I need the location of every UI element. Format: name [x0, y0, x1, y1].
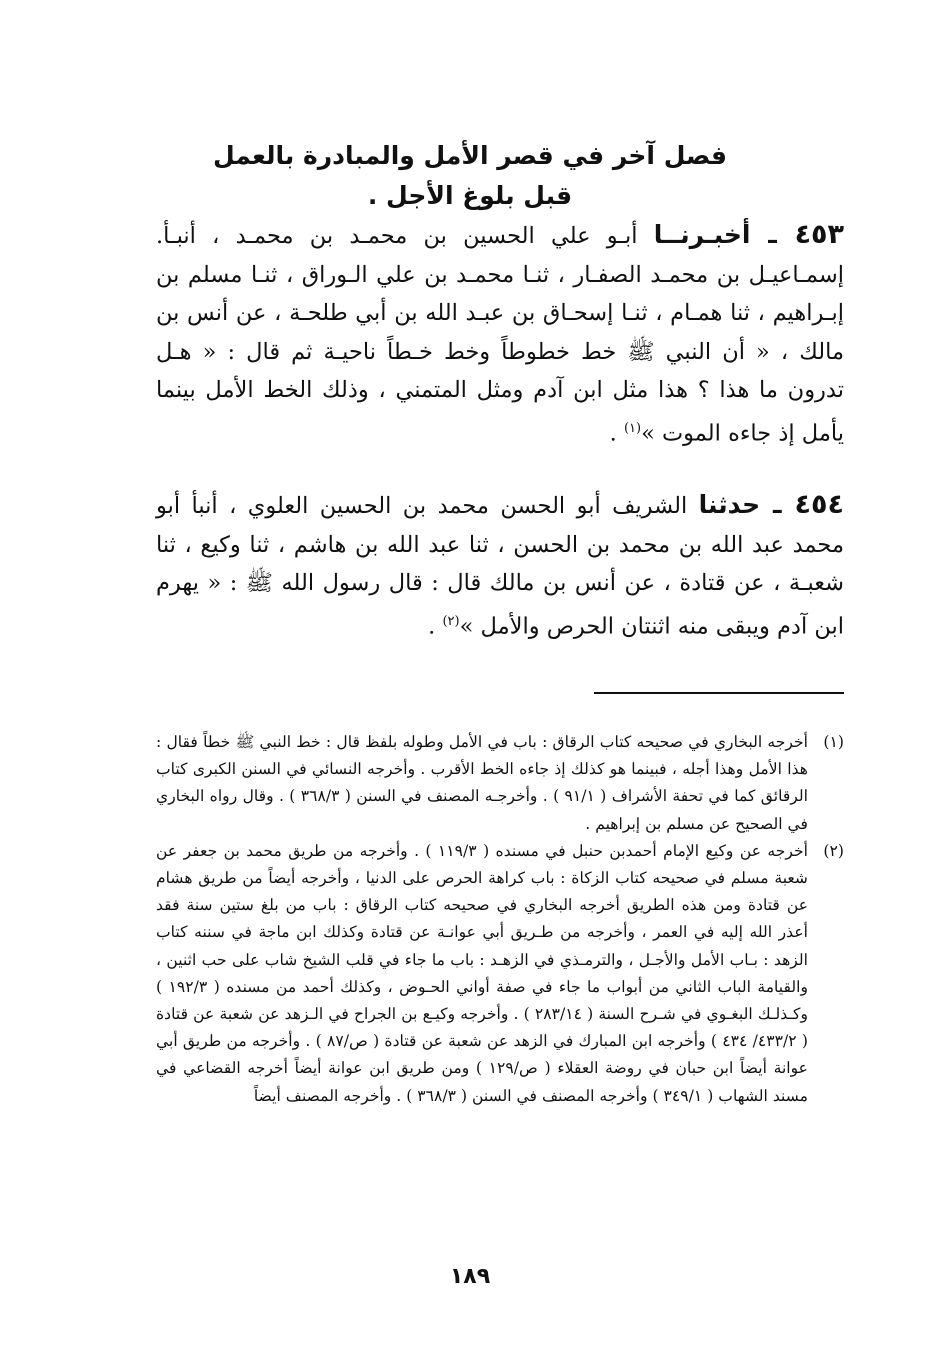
- narration-keyword: أخبـرنــا: [653, 220, 751, 249]
- hadith-454: [156, 486, 844, 646]
- hadith-number: ٤٥٤: [794, 489, 844, 520]
- hadith-dash: ـ: [750, 220, 795, 249]
- footnote-text: أخرجه البخاري في صحيحه كتاب الرقاق : باب في الأمل وطوله بلفظ قال : خط النبي ﷺ خطاً فقال : هذا الأمل وهذا أجله ، فبينما هو كذلك إذ جاءه الخط الأقرب . وأخرجه النسائي في السنن الكبرى كتاب الرقائق كما في تحفة الأشراف ( ٩١/١ ) . وأخرجـه المصنف في السنن ( ٣٦٨/٣ ) . وقال رواه البخاري في الصحيح عن مسلم بن إبراهيم .: [156, 733, 808, 833]
- hadith-dash: ـ: [760, 490, 795, 519]
- footnote-2: [156, 838, 844, 1110]
- hadith-text: الشريف أبو الحسن محمد بن الحسين العلوي ، أنبأ أبو محمد عبد الله بن محمد بن الحسن ، ثنا عبد الله بن هاشم ، ثنا وكيع ، ثنا شعبـة ، عن قتادة ، عن أنس بن مالك قال : قال رسول الله ﷺ : « يهرم ابن آدم ويبقى منه اثنتان الحرص والأمل »: [156, 493, 844, 640]
- footnote-ref-1[interactable]: (١): [623, 420, 642, 436]
- hadith-end: .: [609, 420, 624, 447]
- hadith-number: ٤٥٣: [794, 219, 845, 250]
- footnote-ref-2[interactable]: (٢): [442, 613, 460, 629]
- footnote-1: [156, 729, 844, 838]
- chapter-title-line-1: فصل آخر في قصر الأمل والمبادرة بالعمل: [212, 141, 728, 170]
- hadith-end: .: [428, 613, 443, 640]
- chapter-title-line-2: قبل بلوغ الأجل .: [367, 181, 573, 210]
- narration-keyword: حدثنا: [698, 490, 761, 519]
- footnote-separator: [594, 692, 844, 694]
- hadith-453: [156, 216, 844, 453]
- page-number: ١٨٩: [449, 1264, 491, 1289]
- footnote-mark: (١): [823, 733, 844, 751]
- footnote-text: أخرجه عن وكيع الإمام أحمدبن حنبل في مسنده ( ١١٩/٣ ) . وأخرجه من طريق محمد بن جعفر عن شعبة مسلم في صحيحه كتاب الزكاة : باب كراهة الحرص على الدنيا ، وأخرجه أيضاً من طريق هشام عن قتادة ومن هذه الطريق أخرجه البخاري في صحيحه كتاب الرقاق : باب من بلغ ستين سنة فقد أعذر الله إليه في العمر ، وأخرجه من طـريق أبي عوانـة عن قتادة وكذلك ابن ماجة في سننه كتاب الزهد : بـاب الأمل والأجـل ، والترمـذي في الزهـد : باب ما جاء في قلب الشيخ شاب على حب اثنين ، والقيامة الباب الثاني من أبواب ما جاء في صفة أواني الحـوض ، وكذلك أحمد من مسنده ( ١٩٢/٣ ) وكـذلـك البغـوي في شـرح السنة ( ٢٨٣/١٤ ) . وأخرجه وكيـع بن الجراح في الـزهد عن شعبة عن قتادة ( ٤٣٣/٢/ ٤٣٤ ) وأخرجه ابن المبارك في الزهد عن شعبة عن قتادة ( ص/٨٧ ) . وأخرجه من طريق أبي عوانة أيضاً ابن حبان في روضة العقلاء ( ص/١٢٩ ) ومن طريق ابن عوانة أيضاً أخرجه القضاعي في مسند الشهاب ( ٣٤٩/١ ) وأخرجه المصنف في السنن ( ٣٦٨/٣ ) . وأخرجه المصنف أيضاً: [156, 841, 809, 1105]
- footnotes: [156, 729, 844, 1110]
- hadith-text: أبـو علي الحسين بن محمـد بن محمـد ، أنبـأ. إسمـاعيـل بن محمـد الصفـار ، ثنـا محمـد بن علي الـوراق ، ثنـا مسلم بن إبـراهيم ، ثنا همـام ، ثنـا إسحـاق بن عبـد الله بن أبي طلحـة ، عن أنس بن مالك ، « أن النبي ﷺ خط خطوطاً وخط خـطاً ناحيـة ثم قال : « هـل تدرون ما هذا ؟ هذا مثل ابن آدم ومثل المتمني ، وذلك الخط الأمل بينما يأمل إذ جاءه الموت »: [156, 223, 844, 447]
- footnote-mark: (٢): [823, 841, 844, 860]
